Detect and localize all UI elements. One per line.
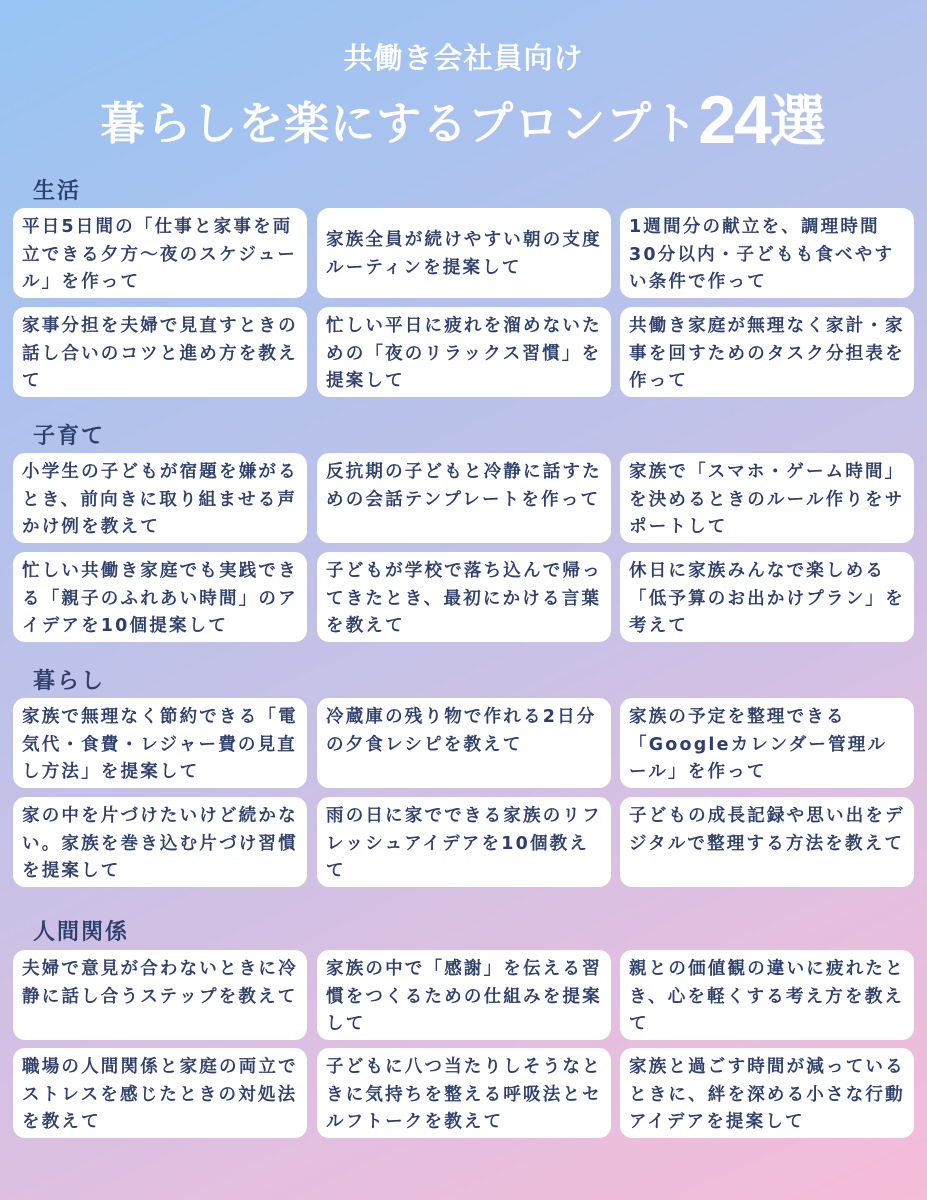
subtitle: 共働き会社員向け xyxy=(343,41,584,75)
prompt-card: 親との価値観の違いに疲れたとき、心を軽くする考え方を教えて xyxy=(620,950,914,1040)
prompt-card: 家族と過ごす時間が減っているときに、絆を深める小さな行動アイデアを提案して xyxy=(620,1048,914,1138)
prompt-card: 雨の日に家でできる家族のリフレッシュアイデアを10個教えて xyxy=(317,797,611,887)
prompt-card: 子どもが学校で落ち込んで帰ってきたとき、最初にかける言葉を教えて xyxy=(317,552,611,642)
prompt-card: 夫婦で意見が合わないときに冷静に話し合うステップを教えて xyxy=(13,950,307,1040)
prompt-card: 家族で無理なく節約できる「電気代・食費・レジャー費の見直し方法」を提案して xyxy=(13,698,307,788)
prompt-card: 家の中を片づけたいけど続かない。家族を巻き込む片づけ習慣を提案して xyxy=(13,797,307,887)
prompt-card: 休日に家族みんなで楽しめる「低予算のお出かけプラン」を考えて xyxy=(620,552,914,642)
prompt-card: 共働き家庭が無理なく家計・家事を回すためのタスク分担表を作って xyxy=(620,307,914,397)
title-main: 暮らしを楽にするプロンプト xyxy=(100,97,699,150)
section-title-living: 暮らし xyxy=(33,669,106,694)
title-number: 24 xyxy=(698,82,770,158)
prompt-card: 職場の人間関係と家庭の両立でストレスを感じたときの対処法を教えて xyxy=(13,1048,307,1138)
prompt-card: 小学生の子どもが宿題を嫌がるとき、前向きに取り組ませる声かけ例を教えて xyxy=(13,453,307,543)
prompt-card: 子どもの成長記録や思い出をデジタルで整理する方法を教えて xyxy=(620,797,914,887)
section-title-parenting: 子育て xyxy=(33,424,106,449)
prompt-card: 1週間分の献立を、調理時間30分以内・子どもも食べやすい条件で作って xyxy=(620,208,914,298)
page-title xyxy=(0,78,927,159)
prompt-card: 平日5日間の「仕事と家事を両立できる夕方〜夜のスケジュール」を作って xyxy=(13,208,307,298)
prompt-card: 家族の中で「感謝」を伝える習慣をつくるための仕組みを提案して xyxy=(317,950,611,1040)
prompt-card: 反抗期の子どもと冷静に話すための会話テンプレートを作って xyxy=(317,453,611,543)
section-title-relationships: 人間関係 xyxy=(33,920,130,945)
prompt-card: 忙しい平日に疲れを溜めないための「夜のリラックス習慣」を提案して xyxy=(317,307,611,397)
prompt-card: 家族の予定を整理できる「Googleカレンダー管理ルール」を作って xyxy=(620,698,914,788)
header xyxy=(0,0,927,165)
prompt-card: 家族で「スマホ・ゲーム時間」を決めるときのルール作りをサポートして xyxy=(620,453,914,543)
prompt-card: 子どもに八つ当たりしそうなときに気持ちを整える呼吸法とセルフトークを教えて xyxy=(317,1048,611,1138)
prompt-card: 家事分担を夫婦で見直すときの話し合いのコツと進め方を教えて xyxy=(13,307,307,397)
title-suffix: 選 xyxy=(769,90,827,155)
section-title-life: 生活 xyxy=(33,179,82,204)
prompt-card: 忙しい共働き家庭でも実践できる「親子のふれあい時間」のアイデアを10個提案して xyxy=(13,552,307,642)
prompt-card: 冷蔵庫の残り物で作れる2日分の夕食レシピを教えて xyxy=(317,698,611,788)
prompt-card: 家族全員が続けやすい朝の支度ルーティンを提案して xyxy=(317,208,611,298)
